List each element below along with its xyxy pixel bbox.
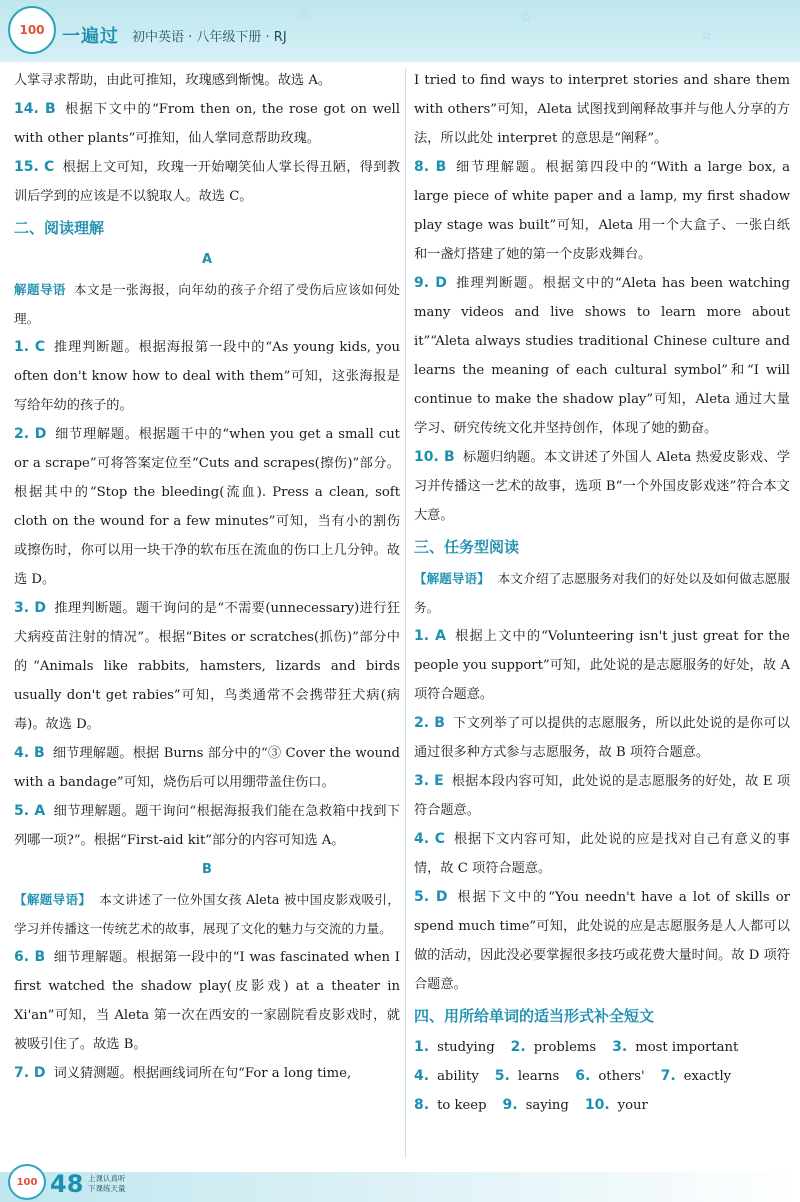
answer-number: 14. B <box>14 101 56 117</box>
brand-name: 一遍过 <box>62 26 119 47</box>
answer-number: 6. <box>575 1068 591 1084</box>
header-band <box>0 0 800 62</box>
star-icon: ☆ <box>300 6 313 22</box>
answer-number: 2. D <box>14 426 47 442</box>
answer-text: to keep <box>437 1098 487 1113</box>
answer-list <box>414 1033 790 1120</box>
answer-number: 1. <box>414 1039 430 1055</box>
star-icon: ☆ <box>700 28 713 44</box>
answer-item <box>14 153 400 211</box>
left-column <box>14 66 400 1088</box>
star-icon: ☆ <box>520 10 533 26</box>
answer-word <box>585 1091 648 1120</box>
right-column <box>414 66 790 1120</box>
answer-text: ability <box>437 1069 479 1084</box>
section-heading: 三、任务型阅读 <box>414 538 520 556</box>
answer-word <box>503 1091 569 1120</box>
answer-number: 15. C <box>14 159 55 175</box>
paragraph: I tried to find ways to interpret stories and share them with others”可知，Aleta 试图找到阐释故事并与他人分享的方法，所以此处 interpret 的意思是“阐释”。 <box>414 73 790 146</box>
column-divider <box>405 68 406 1158</box>
passage-label: B <box>202 862 212 877</box>
guide-tag: 【解题导语】 <box>14 892 92 907</box>
answer-number: 4. B <box>14 745 45 761</box>
answer-number: 8. B <box>414 159 447 175</box>
answer-number: 4. <box>414 1068 430 1084</box>
answer-explanation: 根据下文内容可知，此处说的应是找对自己有意义的事情，故 C 项符合题意。 <box>414 832 790 876</box>
answer-item <box>414 269 790 443</box>
answer-explanation: 根据下文中的“From then on, the rose got on well with other plants”可推知，仙人掌同意帮助玫瑰。 <box>14 102 400 146</box>
answer-item <box>414 443 790 530</box>
mascot-icon: 100 <box>8 1164 46 1200</box>
answer-text: most important <box>635 1040 739 1055</box>
answer-explanation: 细节理解题。根据 Burns 部分中的“③ Cover the wound with a bandage”可知，烧伤后可以用绷带盖住伤口。 <box>14 746 400 790</box>
answer-item <box>14 797 400 855</box>
answer-text: others' <box>598 1069 645 1084</box>
guide-text: 本文讲述了一位外国女孩 Aleta 被中国皮影戏吸引，学习并传播这一传统艺术的故事，展现了文化的魅力与交流的力量。 <box>14 892 400 936</box>
answer-number: 3. <box>612 1039 628 1055</box>
answer-explanation: 下文列举了可以提供的志愿服务，所以此处说的是你可以通过很多种方式参与志愿服务，故 B 项符合题意。 <box>414 716 790 760</box>
answer-explanation: 根据下文中的“You needn't have a lot of skills or spend much time”可知，此处说的应是志愿服务是人人都可以做的活动，因此没必要掌握很多技巧或花费大量时间。故 D 项符合题意。 <box>414 890 790 992</box>
answer-explanation: 推理判断题。题干询问的是“不需要(unnecessary)进行狂犬病疫苗注射的情况”。根据“Bites or scratches(抓伤)”部分中的“Animals like rabbits, hamsters, lizards and birds usually don't get rabies”可知，鸟类通常不会携带狂犬病(病毒)。故选 D。 <box>14 601 401 732</box>
answer-explanation: 词义猜测题。根据画线词所在句“For a long time, <box>53 1066 352 1081</box>
answer-text: exactly <box>683 1069 732 1084</box>
answer-number: 10. B <box>414 449 455 465</box>
guide-paragraph <box>14 885 400 943</box>
section-heading: 四、用所给单词的适当形式补全短文 <box>414 1007 655 1025</box>
answer-item <box>414 767 790 825</box>
answer-item <box>14 420 400 594</box>
book-title: 初中英语 · 八年级下册 · RJ <box>132 30 287 45</box>
answer-number: 5. A <box>14 803 46 819</box>
answer-number: 9. D <box>414 275 447 291</box>
answer-item <box>414 622 790 709</box>
answer-word <box>612 1033 738 1062</box>
guide-paragraph <box>414 564 790 622</box>
answer-word <box>661 1062 732 1091</box>
answer-number: 1. A <box>414 628 446 644</box>
answer-number: 2. B <box>414 715 445 731</box>
guide-text: 本文是一张海报，向年幼的孩子介绍了受伤后应该如何处理。 <box>14 282 400 326</box>
brand-logo-icon: 100 <box>8 6 56 54</box>
answer-item <box>414 883 790 999</box>
answer-explanation: 推理判断题。根据文中的“Aleta has been watching many videos and live shows to learn more about it”“Aleta always studies traditional Chinese culture and learns the meaning of each cultural symbol”和“I will continue to make the shadow play”可知，Aleta 通过大量学习、研究传统文化并坚持创作，体现了她的勤奋。 <box>414 276 790 436</box>
section-heading: 二、阅读理解 <box>14 219 105 237</box>
answer-explanation: 细节理解题。题干询问“根据海报我们能在急救箱中找到下列哪一项?”。根据“First-aid kit”部分的内容可知选 A。 <box>14 804 400 848</box>
answer-text: saying <box>525 1098 569 1113</box>
answer-text: problems <box>533 1040 597 1055</box>
guide-paragraph <box>14 275 400 333</box>
answer-word <box>511 1033 596 1062</box>
answer-number: 7. <box>660 1068 676 1084</box>
answer-number: 7. D <box>14 1065 46 1081</box>
answer-number: 10. <box>584 1097 610 1113</box>
answer-text: learns <box>517 1069 560 1084</box>
answer-explanation: 细节理解题。根据题干中的“when you get a small cut or a scrape”可将答案定位至“Cuts and scrapes(擦伤)”部分。根据其中的“Stop the bleeding(流血). Press a clean, soft cloth on the wound for a few minutes”可知，当有小的割伤或擦伤时，你可以用一块干净的软布压在流血的伤口上几分钟。故选 D。 <box>14 427 400 587</box>
answer-number: 3. E <box>414 773 444 789</box>
answer-item <box>14 594 400 739</box>
answer-explanation: 标题归纳题。本文讲述了外国人 Aleta 热爱皮影戏、学习并传播这一艺术的故事，选项 B“一个外国皮影戏迷”符合本文大意。 <box>414 450 790 523</box>
answer-item <box>14 333 400 420</box>
answer-item <box>14 943 400 1059</box>
answer-explanation: 根据上文可知，玫瑰一开始嘲笑仙人掌长得丑陋，得到教训后学到的应该是不以貌取人。故选 C。 <box>14 160 401 204</box>
answer-number: 4. C <box>414 831 446 847</box>
answer-item <box>414 709 790 767</box>
answer-text: your <box>617 1098 648 1113</box>
answer-text: studying <box>437 1040 495 1055</box>
answer-explanation: 细节理解题。根据第四段中的“With a large box, a large piece of white paper and a lamp, my first shadow play stage was built”可知，Aleta 用一个大盒子、一张白纸和一盏灯搭建了她的第一个皮影戏舞台。 <box>414 160 790 262</box>
paragraph: 人掌寻求帮助，由此可推知，玫瑰感到惭愧。故选 A。 <box>14 73 332 88</box>
answer-explanation: 细节理解题。根据第一段中的“I was fascinated when I first watched the shadow play(皮影戏) at a theater in Xi'an”可知，当 Aleta 第一次在西安的一家剧院看皮影戏时，就被吸引住了。故选 B。 <box>14 950 400 1052</box>
answer-number: 1. C <box>14 339 46 355</box>
answer-explanation: 推理判断题。根据海报第一段中的“As young kids, you often don't know how to deal with them”可知，这张海报是写给年幼的孩子的。 <box>14 340 401 413</box>
answer-item <box>14 1059 400 1088</box>
guide-tag: 解题导语 <box>14 282 66 297</box>
passage-label: A <box>201 252 213 267</box>
answer-item <box>14 95 400 153</box>
answer-item <box>414 825 790 883</box>
answer-word <box>414 1033 495 1062</box>
answer-word <box>414 1062 479 1091</box>
guide-tag: 【解题导语】 <box>414 571 490 586</box>
answer-explanation: 根据上文中的“Volunteering isn't just great for the people you support”可知，此处说的是志愿服务的好处，故 A 项符合题意。 <box>414 629 790 702</box>
answer-number: 5. <box>494 1068 510 1084</box>
answer-item <box>14 739 400 797</box>
answer-number: 2. <box>510 1039 526 1055</box>
answer-item <box>414 153 790 269</box>
answer-number: 9. <box>502 1097 518 1113</box>
answer-number: 8. <box>414 1097 430 1113</box>
answer-word <box>495 1062 560 1091</box>
answer-number: 5. D <box>414 889 448 905</box>
answer-number: 6. B <box>14 949 46 965</box>
footer-slogan: 上课认真听 下课练天量 <box>88 1174 126 1193</box>
answer-word <box>414 1091 487 1120</box>
answer-word <box>575 1062 644 1091</box>
answer-number: 3. D <box>14 600 46 616</box>
answer-explanation: 根据本段内容可知，此处说的是志愿服务的好处，故 E 项符合题意。 <box>414 774 791 818</box>
guide-text: 本文介绍了志愿服务对我们的好处以及如何做志愿服务。 <box>414 571 790 615</box>
footer <box>0 1160 800 1202</box>
page-number: 48 <box>50 1170 84 1198</box>
